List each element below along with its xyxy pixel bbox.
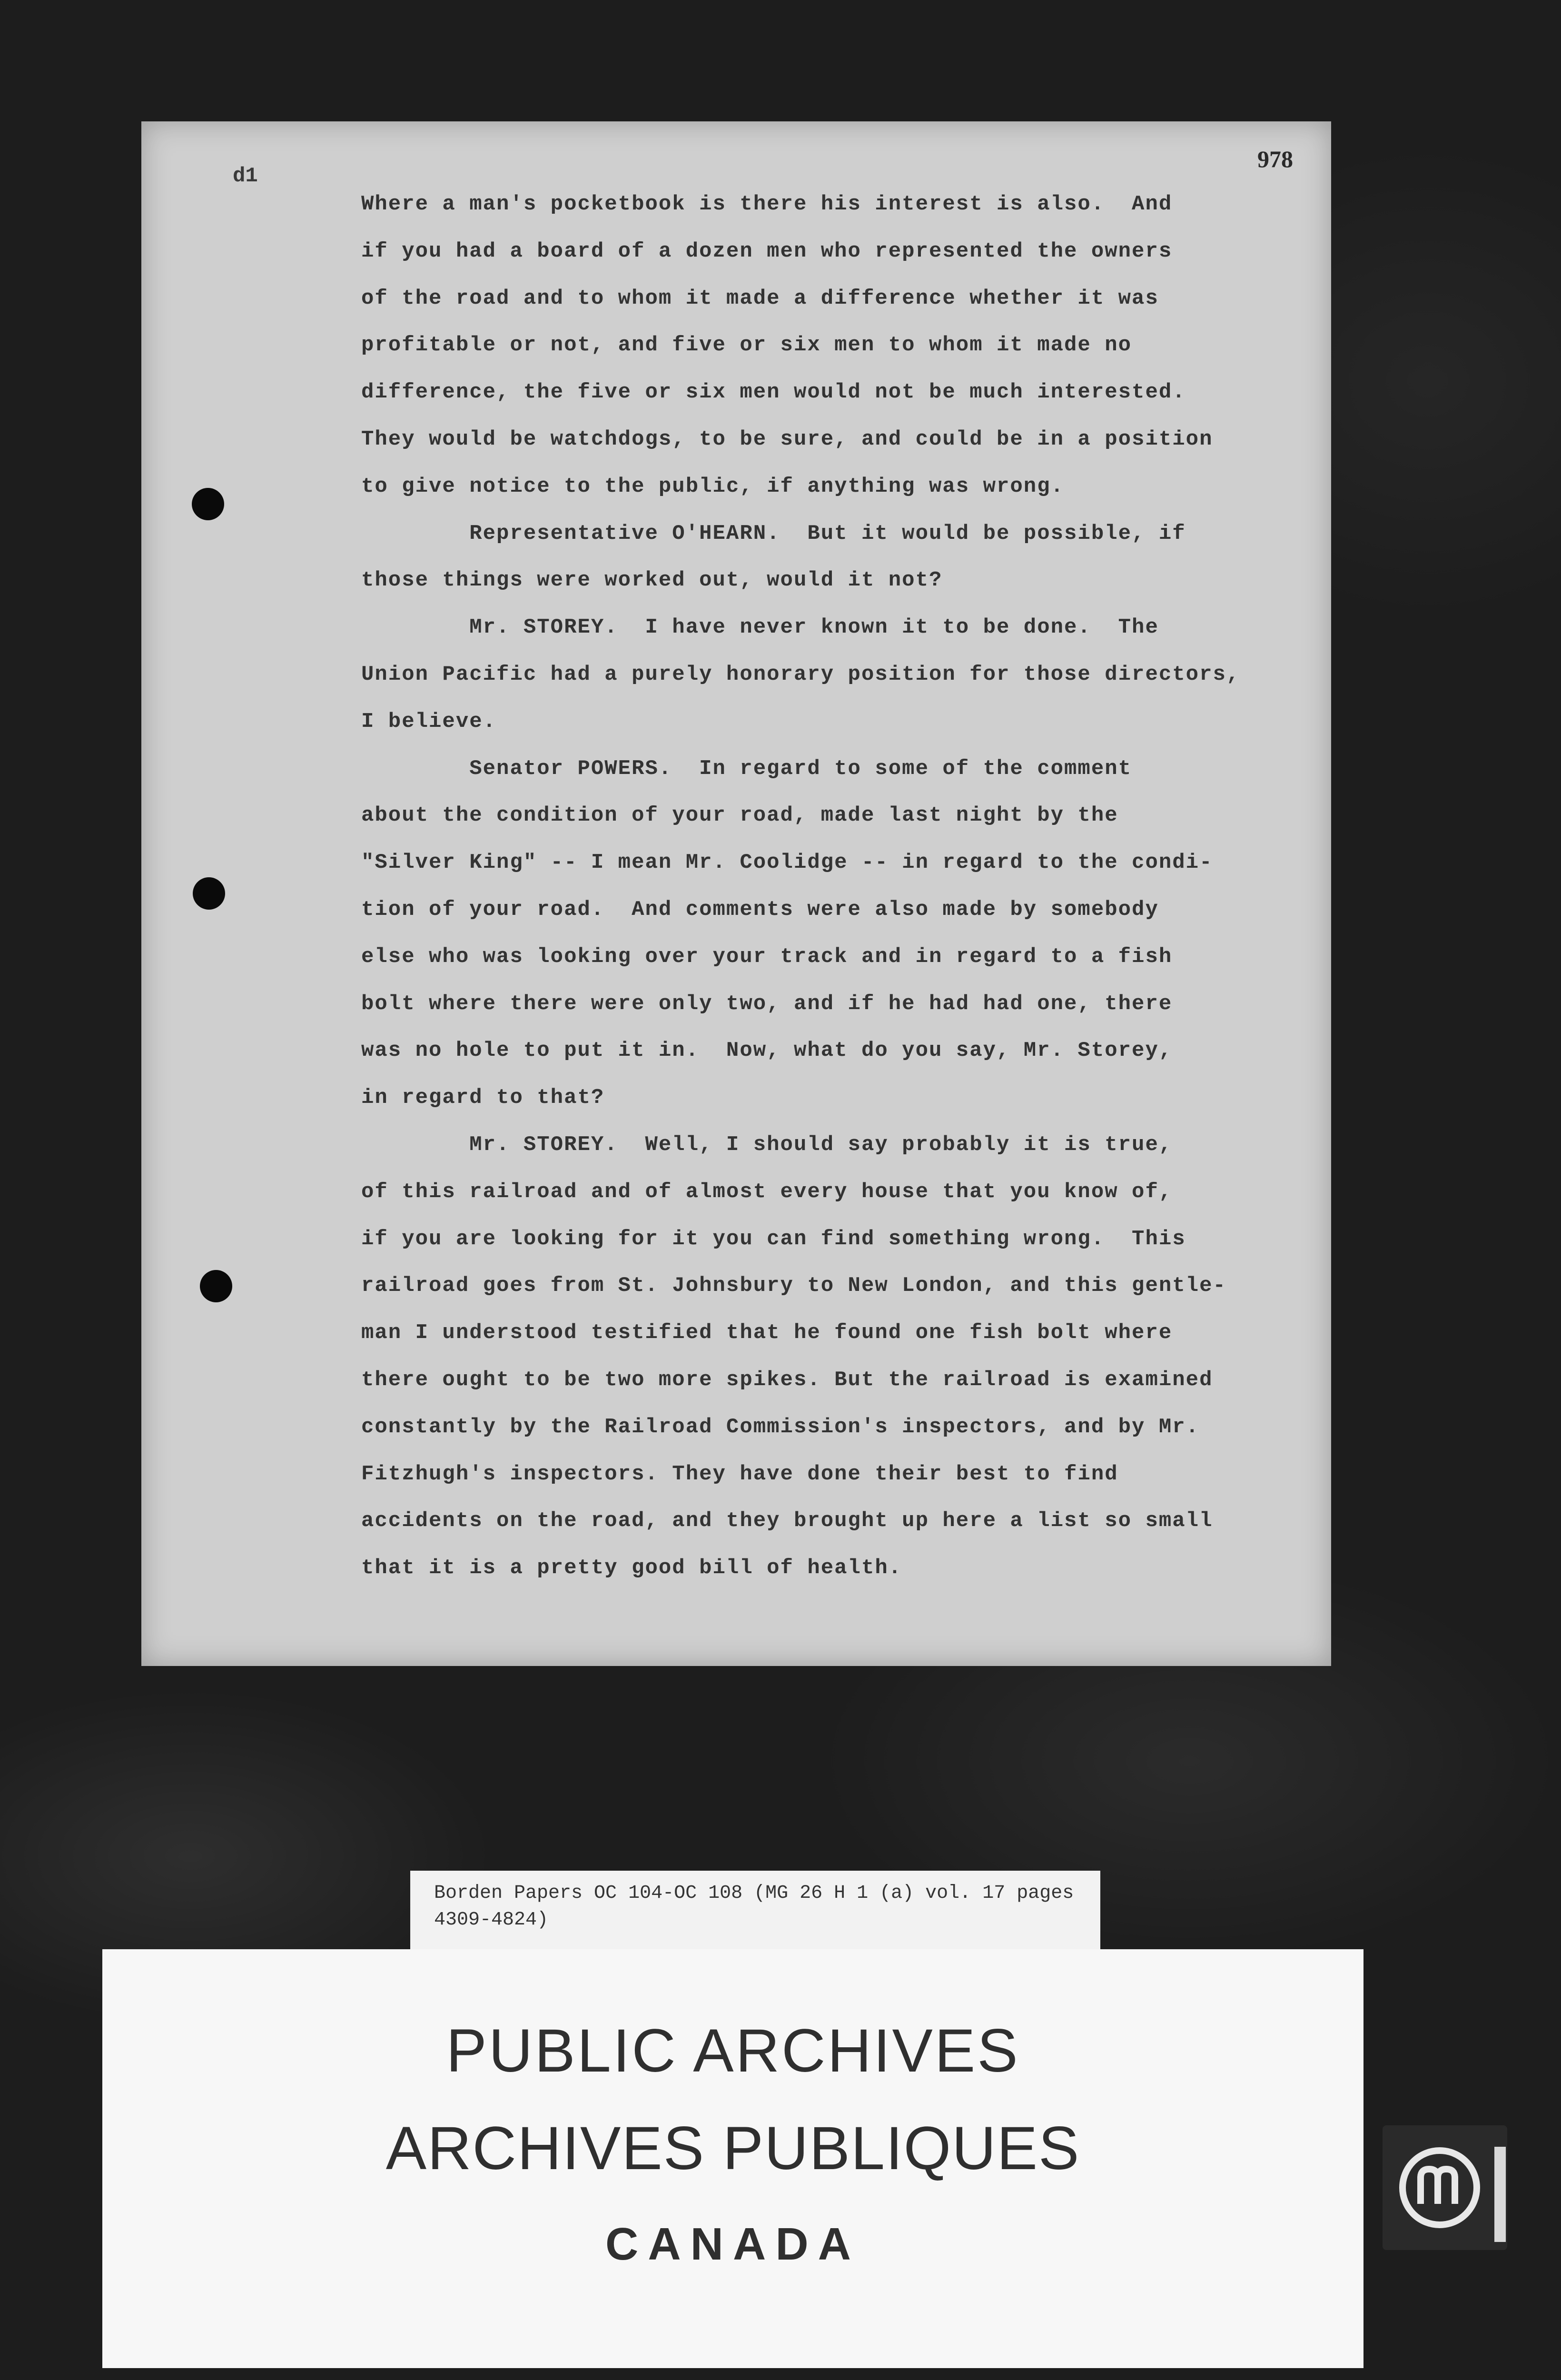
body-text bbox=[361, 181, 1304, 1592]
text-line: Mr. STOREY. Well, I should say probably it is true, bbox=[361, 1132, 1173, 1157]
text-line: those things were worked out, would it not? bbox=[361, 568, 943, 593]
punch-hole bbox=[200, 1270, 232, 1302]
punch-hole bbox=[193, 877, 225, 910]
text-line: accidents on the road, and they brought up here a list so small bbox=[361, 1509, 1213, 1533]
text-line: profitable or not, and five or six men to whom it made no bbox=[361, 333, 1132, 357]
text-line: about the condition of your road, made last night by the bbox=[361, 803, 1118, 828]
text-line: of the road and to whom it made a difference whether it was bbox=[361, 286, 1159, 310]
text-line: "Silver King" -- I mean Mr. Coolidge -- in regard to the condi- bbox=[361, 851, 1213, 875]
typed-page bbox=[141, 121, 1331, 1666]
reference-line: 4309-4824) bbox=[434, 1909, 549, 1931]
archives-logo-icon bbox=[1383, 2125, 1507, 2250]
archives-stamp bbox=[102, 1949, 1363, 2368]
punch-hole bbox=[192, 488, 224, 520]
text-line: railroad goes from St. Johnsbury to New London, and this gentle- bbox=[361, 1274, 1226, 1298]
text-line: that it is a pretty good bill of health. bbox=[361, 1556, 902, 1580]
stamp-title-en: PUBLIC ARCHIVES bbox=[446, 2017, 1020, 2085]
text-line: if you are looking for it you can find something wrong. This bbox=[361, 1227, 1186, 1251]
text-line: Senator POWERS. In regard to some of the comment bbox=[361, 756, 1132, 781]
text-line: there ought to be two more spikes. But the railroad is examined bbox=[361, 1368, 1213, 1392]
text-line: in regard to that? bbox=[361, 1086, 605, 1110]
reference-line: Borden Papers OC 104-OC 108 (MG 26 H 1 (a) vol. 17 pages bbox=[434, 1883, 1074, 1904]
text-line: Fitzhugh's inspectors. They have done their best to find bbox=[361, 1462, 1118, 1486]
text-line: was no hole to put it in. Now, what do you say, Mr. Storey, bbox=[361, 1039, 1173, 1063]
archives-logo-icon bbox=[1383, 2125, 1507, 2250]
text-line: else who was looking over your track and in regard to a fish bbox=[361, 944, 1173, 969]
text-line: I believe. bbox=[361, 709, 497, 734]
text-line: if you had a board of a dozen men who represented the owners bbox=[361, 239, 1173, 263]
reference-label bbox=[410, 1871, 1100, 1950]
text-line: They would be watchdogs, to be sure, and could be in a position bbox=[361, 427, 1213, 451]
text-line: tion of your road. And comments were also made by somebody bbox=[361, 897, 1159, 922]
logo-bar bbox=[1494, 2147, 1506, 2242]
text-line: of this railroad and of almost every house that you know of, bbox=[361, 1180, 1173, 1204]
text-line: man I understood testified that he found one fish bolt where bbox=[361, 1321, 1173, 1345]
text-line: Representative O'HEARN. But it would be possible, if bbox=[361, 521, 1186, 545]
text-line: Where a man's pocketbook is there his interest is also. And bbox=[361, 192, 1173, 216]
text-line: Mr. STOREY. I have never known it to be done. The bbox=[361, 615, 1159, 640]
text-line: constantly by the Railroad Commission's inspectors, and by Mr. bbox=[361, 1415, 1200, 1439]
text-line: to give notice to the public, if anything was wrong. bbox=[361, 474, 1065, 498]
page-number: 978 bbox=[1257, 146, 1293, 172]
text-line: bolt where there were only two, and if he had had one, there bbox=[361, 992, 1173, 1016]
page-tag: d1 bbox=[233, 164, 258, 188]
text-line: difference, the five or six men would not be much interested. bbox=[361, 380, 1186, 405]
text-line: Union Pacific had a purely honorary position for those directors, bbox=[361, 662, 1240, 686]
stamp-country: CANADA bbox=[605, 2219, 860, 2270]
stamp-title-fr: ARCHIVES PUBLIQUES bbox=[385, 2114, 1080, 2182]
